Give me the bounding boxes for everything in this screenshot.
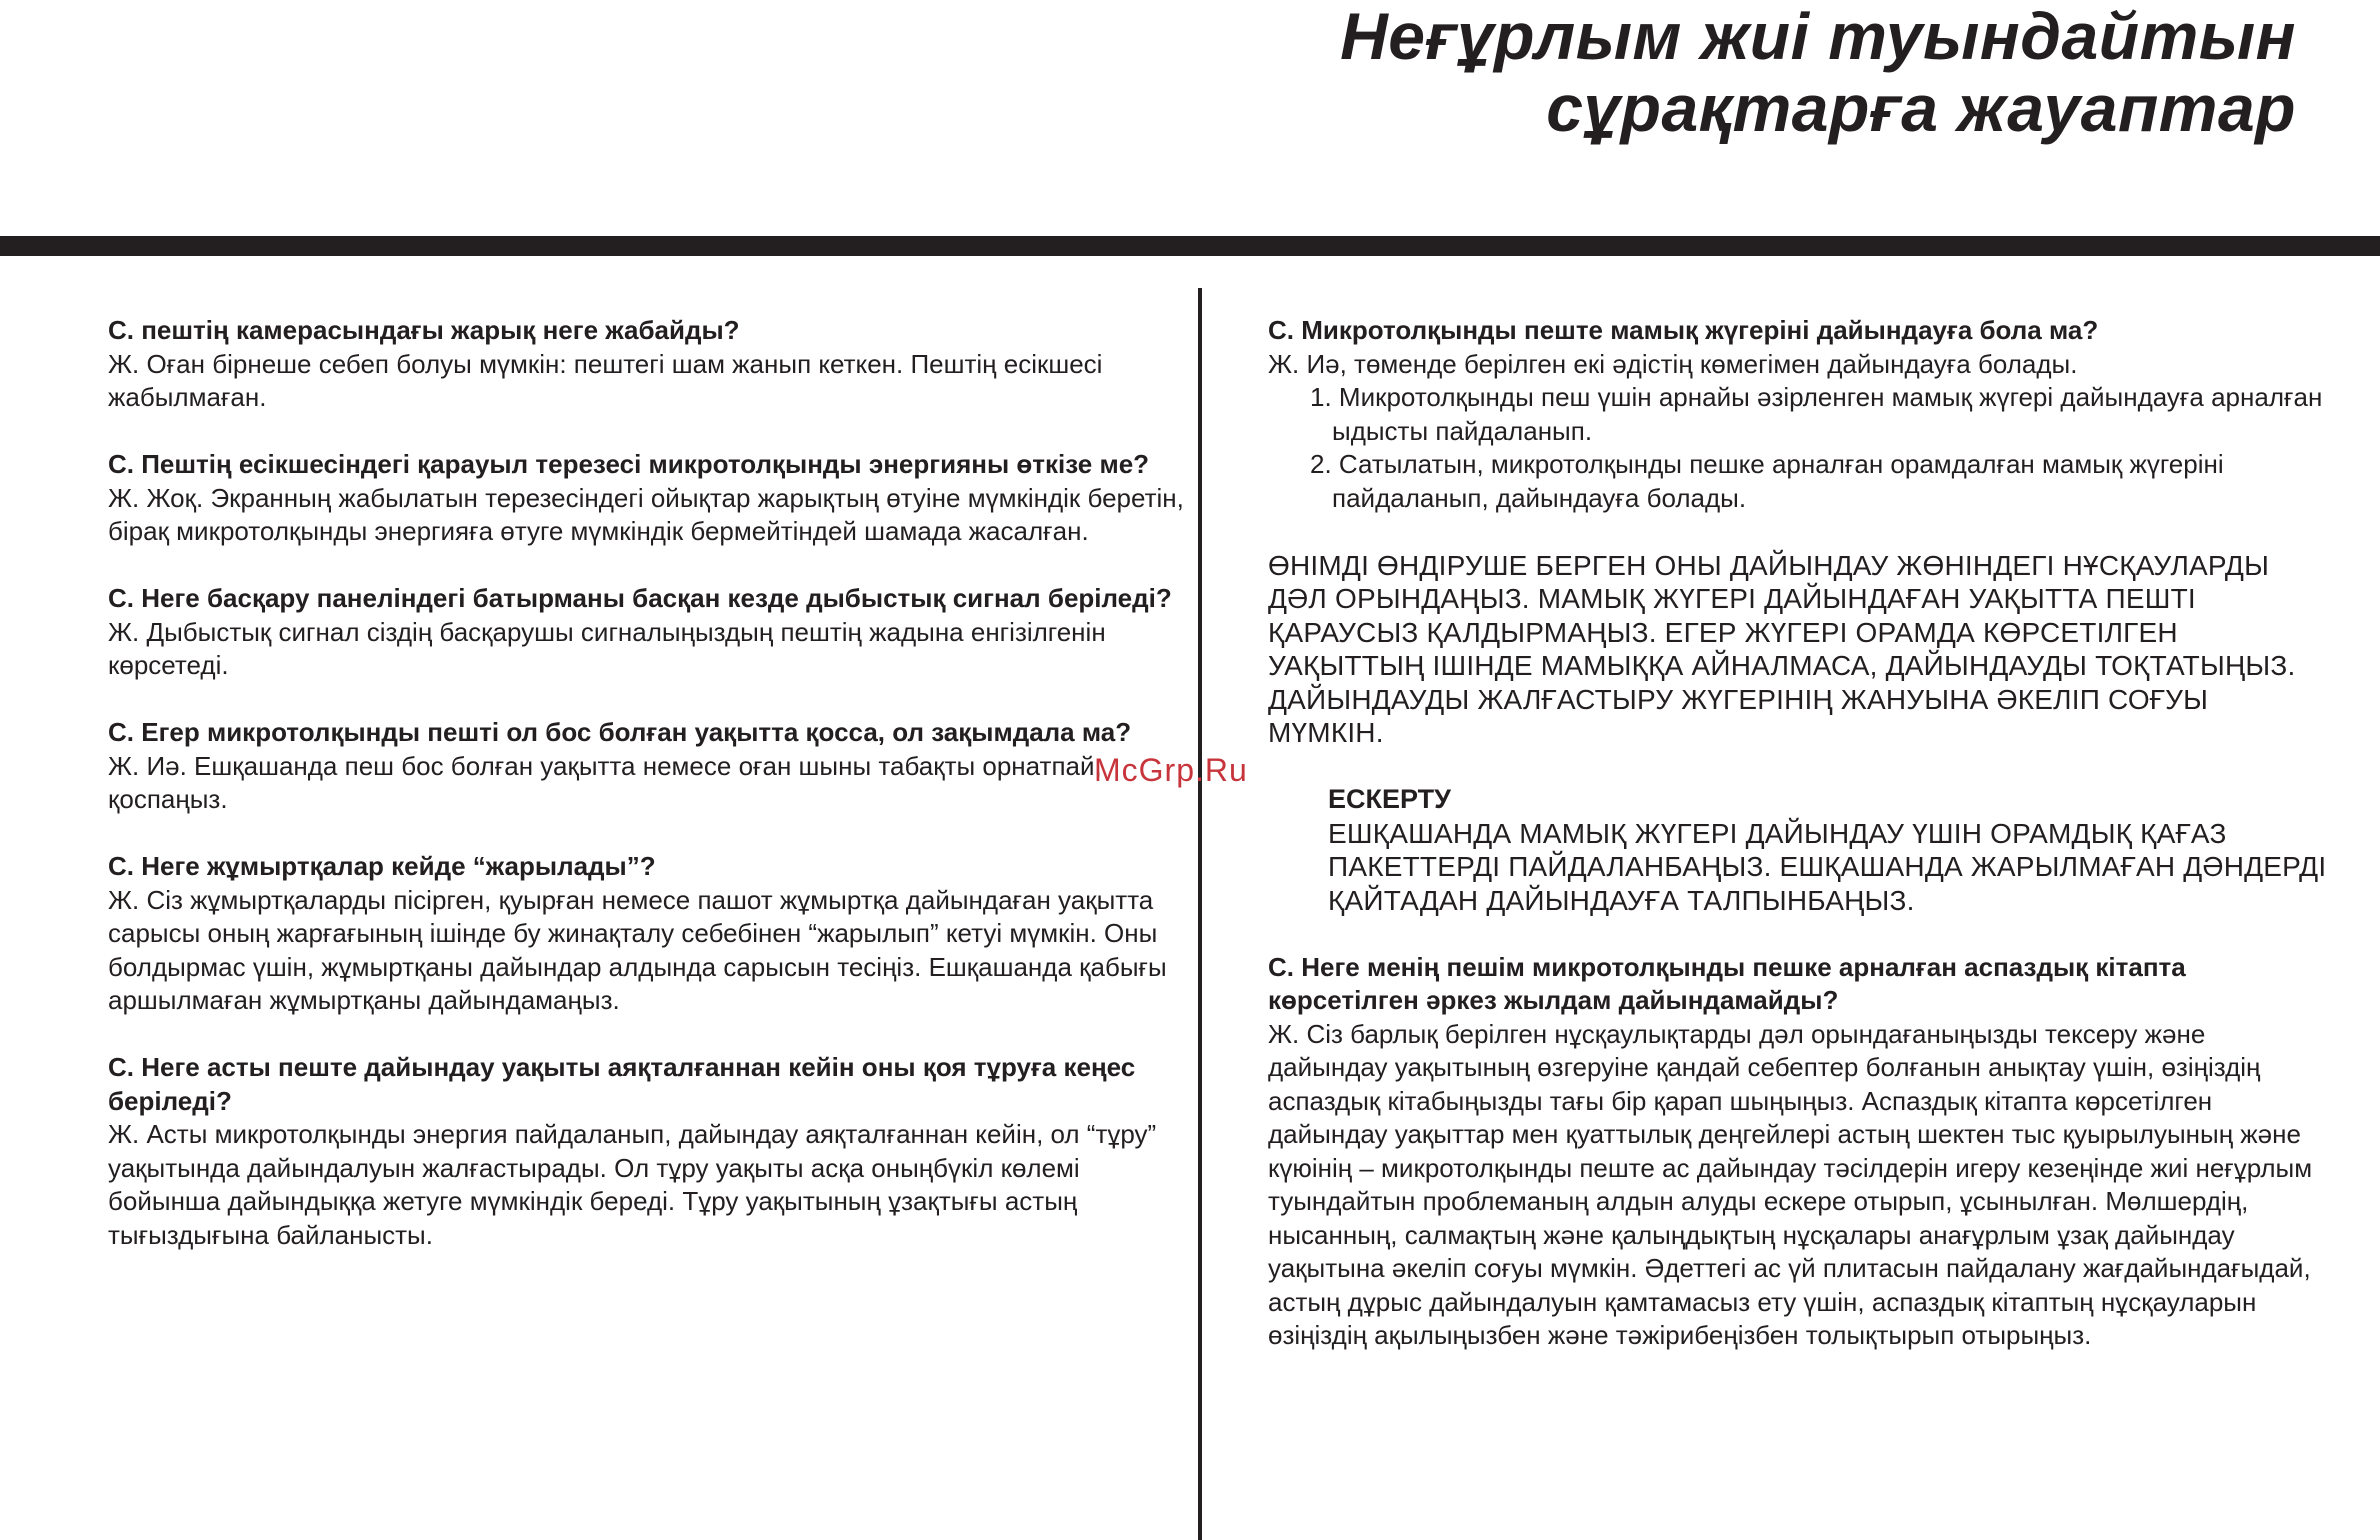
left-column [108,314,1188,1286]
faq-question: С. Микротолқынды пеште мамық жүгеріні дайындауға бола ма? [1268,315,2099,345]
popcorn-instructions-notice: ӨНІМДІ ӨНДІРУШЕ БЕРГЕН ОНЫ ДАЙЫНДАУ ЖӨНІНДЕГІ НҰСҚАУЛАРДЫ ДӘЛ ОРЫНДАҢЫЗ. МАМЫҚ ЖҮГЕРІ ДАЙЫНДАҒАН УАҚЫТТА ПЕШТІ ҚАРАУСЫЗ ҚАЛДЫРМАҢЫЗ. ЕГЕР ЖҮГЕРІ ОРАМДА КӨРСЕТІЛГЕН УАҚЫТТЫҢ ІШІНДЕ МАМЫҚҚА АЙНАЛМАСА, ДАЙЫНДАУДЫ ТОҚТАТЫҢЫЗ. ДАЙЫНДАУДЫ ЖАЛҒАСТЫРУ ЖҮГЕРІНІҢ ЖАНУЫНА ӘКЕЛІП СОҒУЫ МҮМКІН. [1268,549,2296,748]
faq-item-popcorn [1268,314,2328,515]
faq-item-beep [108,582,1188,683]
warning-heading: ЕСКЕРТУ [1328,784,1451,814]
column-divider [1198,288,1202,1540]
faq-question: С. Пештің есікшесіндегі қарауыл терезесі микротолқынды энергияны өткізе ме? [108,449,1150,479]
faq-answer: Ж. Иә, төменде берілген екі әдістің көмегімен дайындауға болады. [1268,348,2078,379]
page-title-line-1: Неғұрлым жиі туындайтын [1340,0,2296,73]
faq-question: С. Неге жұмыртқалар кейде “жарылады”? [108,851,656,881]
faq-answer: Ж. Жоқ. Экранның жабылатын терезесіндегі ойықтар жарықтың өтуіне мүмкіндік беретін, бірақ микротолқынды энергияға өтуге мүмкіндік бермейтіндей шамада жасалған. [108,482,1184,546]
right-column [1268,314,2328,1386]
warning-text: ЕШҚАШАНДА МАМЫҚ ЖҮГЕРІ ДАЙЫНДАУ ҮШІН ОРАМДЫҚ ҚАҒАЗ ПАКЕТТЕРДІ ПАЙДАЛАНБАҢЫЗ. ЕШҚАШАНДА ЖАРЫЛМАҒАН ДӘНДЕРДІ ҚАЙТАДАН ДАЙЫНДАУҒА ТАЛПЫНБАҢЫЗ. [1328,817,2327,916]
faq-answer: Ж. Асты микротолқынды энергия пайдаланып, дайындау аяқталғаннан кейін, ол “тұру” уақытында дайындалуын жалғастырады. Ол тұру уақыты асқа оныңбүкіл көлемі бойынша дайындыққа жетуге мүмкіндік береді. Тұру уақытының ұзақтығы астың тығыздығына байланысты. [108,1119,1157,1250]
faq-question: С. Неге асты пеште дайындау уақыты аяқталғаннан кейін оны қоя тұруға кеңес беріледі? [108,1052,1136,1116]
faq-answer: Ж. Сіз жұмыртқаларды пісірген, қуырған немесе пашот жұмыртқа дайындаған уақытта сарысы оның жарғағының ішінде бу жинақталу себебінен “жарылып” кетуі мүмкін. Оны болдырмас үшін, жұмыртқаны дайындар алдында сарысын тесіңіз. Ешқашанда қабығы аршылмаған жұмыртқаны дайындамаңыз. [108,884,1167,1015]
faq-answer: Ж. Сіз барлық берілген нұсқаулықтарды дәл орындағаныңызды тексеру және дайындау уақытының өзгеруіне қандай себептер болғанын анықтау үшін, өзіңіздің аспаздық кітабыңызды тағы бір қарап шыңыңыз. Аспаздық кітапта көрсетілген дайындау уақыттар мен қуаттылық деңгейлері астың шектен тыс қуырылуының және күюінің – микротолқынды пеште ас дайындау тәсілдерін игеру кезеңінде жиі неғұрлым туындайтын проблеманың алдын алуды ескере отырып, ұсынылған. Мөлшердің, нысанның, салмақтың және қалыңдықтың нұсқалары анағұрлым ұзақ дайындау уақытына әкеліп соғуы мүмкін. Әдеттегі ас үй плитасын пайдалану жағдайындағыдай, астың дұрыс дайындалуын қамтамасыз ету үшін, аспаздық кітаптың нұсқауларын өзіңіздің ақылыңызбен және тәжірибеңізбен толықтырып отырыңыз. [1268,1018,2313,1350]
faq-item-standing-time [108,1051,1188,1252]
header-rule [0,236,2380,256]
list-item: 1. Микротолқынды пеш үшін арнайы әзірленген мамық жүгері дайындауға арналған ыдысты пайдаланып. [1310,382,2323,446]
page-title [1340,0,2296,144]
faq-question: С. Неге менің пешім микротолқынды пешке арналған аспаздық кітапта көрсетілген әркез жылдам дайындамайды? [1268,951,2186,1015]
faq-item-eggs [108,850,1188,1018]
warning-box [1268,783,2328,917]
faq-item-light [108,314,1188,415]
page-title-line-2: сұрақтарға жауаптар [1546,71,2296,145]
faq-answer: Ж. Иә. Ешқашанда пеш бос болған уақытта немесе оған шыны табақты орнатпай, қоспаңыз. [108,750,1102,814]
faq-item-empty-oven [108,716,1188,817]
faq-question: С. Егер микротолқынды пешті ол бос болған уақытта қосса, ол зақымдала ма? [108,717,1132,747]
watermark: McGrp.Ru [1094,752,1248,788]
faq-answer: Ж. Дыбыстық сигнал сіздің басқарушы сигналыңыздың пештің жадына енгізілгенін көрсетеді. [108,616,1106,680]
faq-answer: Ж. Оған бірнеше себеп болуы мүмкін: пештегі шам жанып кеткен. Пештің есікшесі жабылмаған. [108,348,1103,412]
faq-item-cookbook [1268,951,2328,1353]
popcorn-methods-list [1268,381,2328,515]
faq-question: С. Неге басқару панеліндегі батырманы басқан кезде дыбыстық сигнал беріледі? [108,583,1172,613]
faq-question: С. пештің камерасындағы жарық неге жабайды? [108,315,740,345]
list-item: 2. Сатылатын, микротолқынды пешке арналған орамдалған мамық жүгеріні пайдаланып, дайындауға болады. [1310,449,2224,513]
faq-item-window [108,448,1188,549]
